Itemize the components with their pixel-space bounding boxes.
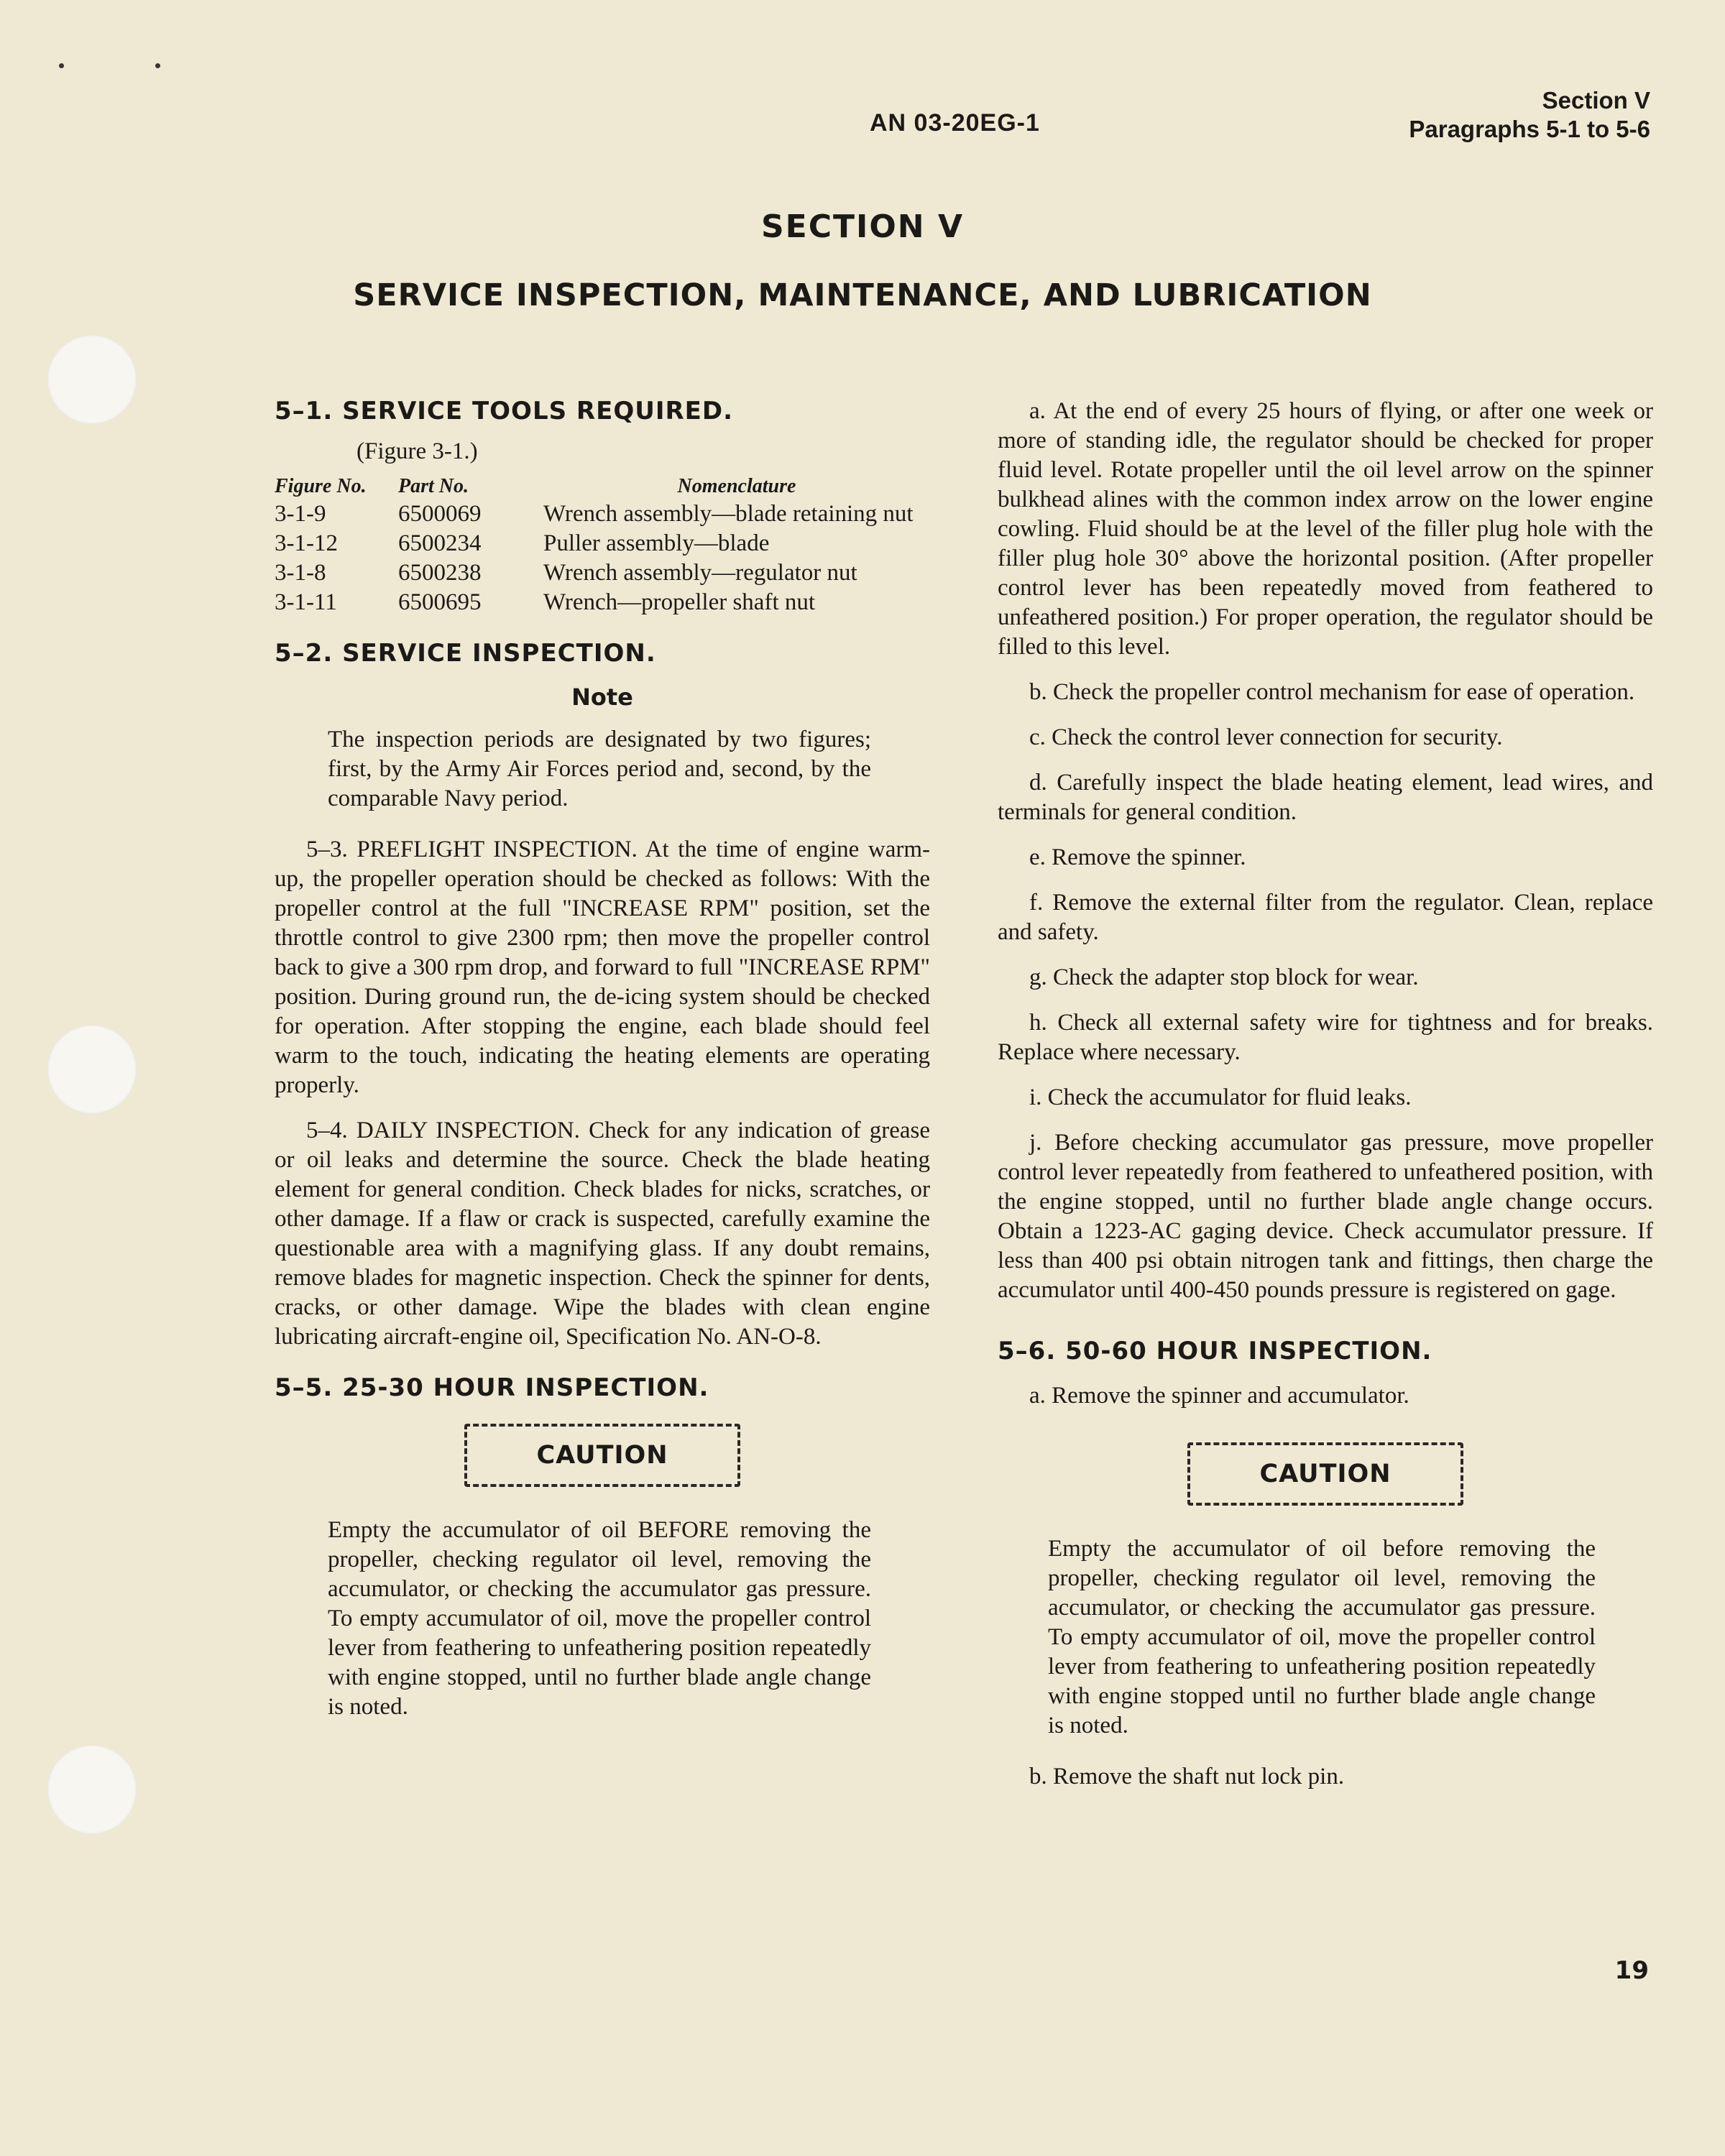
item-5-5-b: b. Check the propeller control mechanism for ease of operation. — [1029, 679, 1635, 705]
nomenclature: Wrench assembly—regulator nut — [543, 560, 857, 586]
note-label: Note — [571, 683, 633, 711]
right-column — [998, 397, 1653, 1792]
section-heading: SECTION V — [760, 208, 965, 245]
note-text: The inspection periods are designated by two figures; first, by the Army Air Forces period and, second, by the comparable Navy period. — [328, 727, 871, 811]
page-number: 19 — [1614, 1956, 1649, 1985]
figure-reference: (Figure 3-1.) — [356, 438, 478, 464]
figure-no: 3-1-8 — [275, 560, 326, 586]
part-no: 6500695 — [398, 589, 482, 615]
figure-no: 3-1-9 — [275, 501, 326, 527]
left-column — [275, 397, 930, 1722]
speck — [59, 63, 64, 68]
paragraph-range: Paragraphs 5-1 to 5-6 — [1409, 116, 1650, 142]
heading-5-6: 5–6. 50-60 HOUR INSPECTION. — [998, 1337, 1432, 1365]
table-row — [275, 499, 930, 529]
col-nomenclature: Nomenclature — [677, 475, 796, 497]
nomenclature: Puller assembly—blade — [543, 530, 770, 556]
item-5-5-j: j. Before checking accumulator gas pressure, move propeller control lever repeatedly from feathered to unfeathered position, with the engine stopped, until no further blade angle change occurs. Obtain a 1223-AC gaging device. Check accumulator pressure. If less than 400 psi obtain nitrogen tank and fittings, then charge the accumulator until 400-450 pounds pressure is registered on gage. — [998, 1130, 1653, 1303]
paragraph-5-3: 5–3. PREFLIGHT INSPECTION. At the time of engine warm-up, the propeller operation should be checked as follows: With the propeller control at the full "INCREASE RPM" position, set the throttle control to give 2300 rpm; then move the propeller control back to give a 300 rpm drop, and forward to full "INCREASE RPM" position. During ground run, the de-icing system should be checked for operation. After stopping the engine, each blade should feel warm to the touch, indicating the heating elements are operating properly. — [275, 837, 930, 1098]
item-5-5-g: g. Check the adapter stop block for wear. — [1029, 964, 1419, 990]
tools-table — [275, 474, 930, 617]
part-no: 6500069 — [398, 501, 482, 527]
binder-hole — [47, 1025, 137, 1114]
item-5-5-i: i. Check the accumulator for fluid leaks. — [1029, 1084, 1412, 1110]
part-no: 6500238 — [398, 560, 482, 586]
heading-5-5: 5–5. 25-30 HOUR INSPECTION. — [275, 1373, 709, 1402]
running-header — [1409, 86, 1650, 144]
part-no: 6500234 — [398, 530, 482, 556]
tools-table-header — [275, 474, 930, 499]
col-part-no: Part No. — [398, 475, 469, 497]
section-label: Section V — [1542, 87, 1650, 114]
heading-5-2: 5–2. SERVICE INSPECTION. — [275, 639, 656, 668]
col-figure-no: Figure No. — [275, 475, 367, 497]
heading-5-1: 5–1. SERVICE TOOLS REQUIRED. — [275, 397, 734, 425]
table-row — [275, 588, 930, 617]
item-5-5-h: h. Check all external safety wire for tightness and for breaks. Replace where necessary. — [998, 1010, 1653, 1065]
paragraph-5-4: 5–4. DAILY INSPECTION. Check for any indication of grease or oil leaks and determine the source. Check the blade heating element for general condition. Check blades for nicks, scratches, or other damage. If a flaw or crack is suspected, carefully examine the questionable area with a magnifying glass. If any doubt remains, remove blades for magnetic inspection. Check the spinner for dents, cracks, or other damage. Wipe the blades with clean engine lubricating aircraft-engine oil, Specification No. AN-O-8. — [275, 1118, 930, 1350]
table-row — [275, 529, 930, 558]
item-5-6-b: b. Remove the shaft nut lock pin. — [1029, 1764, 1345, 1789]
caution-text: Empty the accumulator of oil before removing the propeller, checking regulator oil level, removing the accumulator, or checking the accumulator gas pressure. To empty accumulator of oil, move the propeller control lever from feathering to unfeathering position repeatedly with engine stopped until no further blade angle change is noted. — [1048, 1536, 1596, 1738]
section-title: SERVICE INSPECTION, MAINTENANCE, AND LUBRICATION — [353, 277, 1372, 313]
item-5-5-e: e. Remove the spinner. — [1029, 844, 1246, 870]
nomenclature: Wrench assembly—blade retaining nut — [543, 501, 914, 527]
item-5-6-a: a. Remove the spinner and accumulator. — [1029, 1383, 1409, 1409]
document-number: AN 03-20EG-1 — [870, 109, 1040, 137]
caution-text: Empty the accumulator of oil BEFORE removing the propeller, checking regulator oil level, removing the accumulator, or checking the accumulator gas pressure. To empty accumulator of oil, move the propeller control lever from feathering to unfeathering position repeatedly with engine stopped, until no further blade angle change is noted. — [328, 1517, 871, 1720]
figure-no: 3-1-12 — [275, 530, 338, 556]
item-5-5-f: f. Remove the external filter from the regulator. Clean, replace and safety. — [998, 890, 1653, 945]
binder-hole — [47, 1745, 137, 1834]
table-row — [275, 558, 930, 588]
figure-no: 3-1-11 — [275, 589, 337, 615]
caution-box: CAUTION — [1187, 1442, 1463, 1506]
item-5-5-c: c. Check the control lever connection for security. — [1029, 724, 1503, 750]
item-5-5-a: a. At the end of every 25 hours of flying, or after one week or more of standing idle, the regulator should be checked for proper fluid level. Rotate propeller until the oil level arrow on the spinner bulkhead alines with the common index arrow on the lower engine cowling. Fluid should be at the level of the filler plug hole with the filler plug hole 30° above the horizontal position. (After propeller control lever has been repeatedly moved from feathered to unfeathered position.) For proper operation, the regulator should be filled to this level. — [998, 398, 1653, 660]
binder-hole — [47, 335, 137, 424]
item-5-5-d: d. Carefully inspect the blade heating element, lead wires, and terminals for general condition. — [998, 770, 1653, 825]
nomenclature: Wrench—propeller shaft nut — [543, 589, 816, 615]
caution-box: CAUTION — [464, 1424, 740, 1487]
speck — [155, 63, 160, 68]
